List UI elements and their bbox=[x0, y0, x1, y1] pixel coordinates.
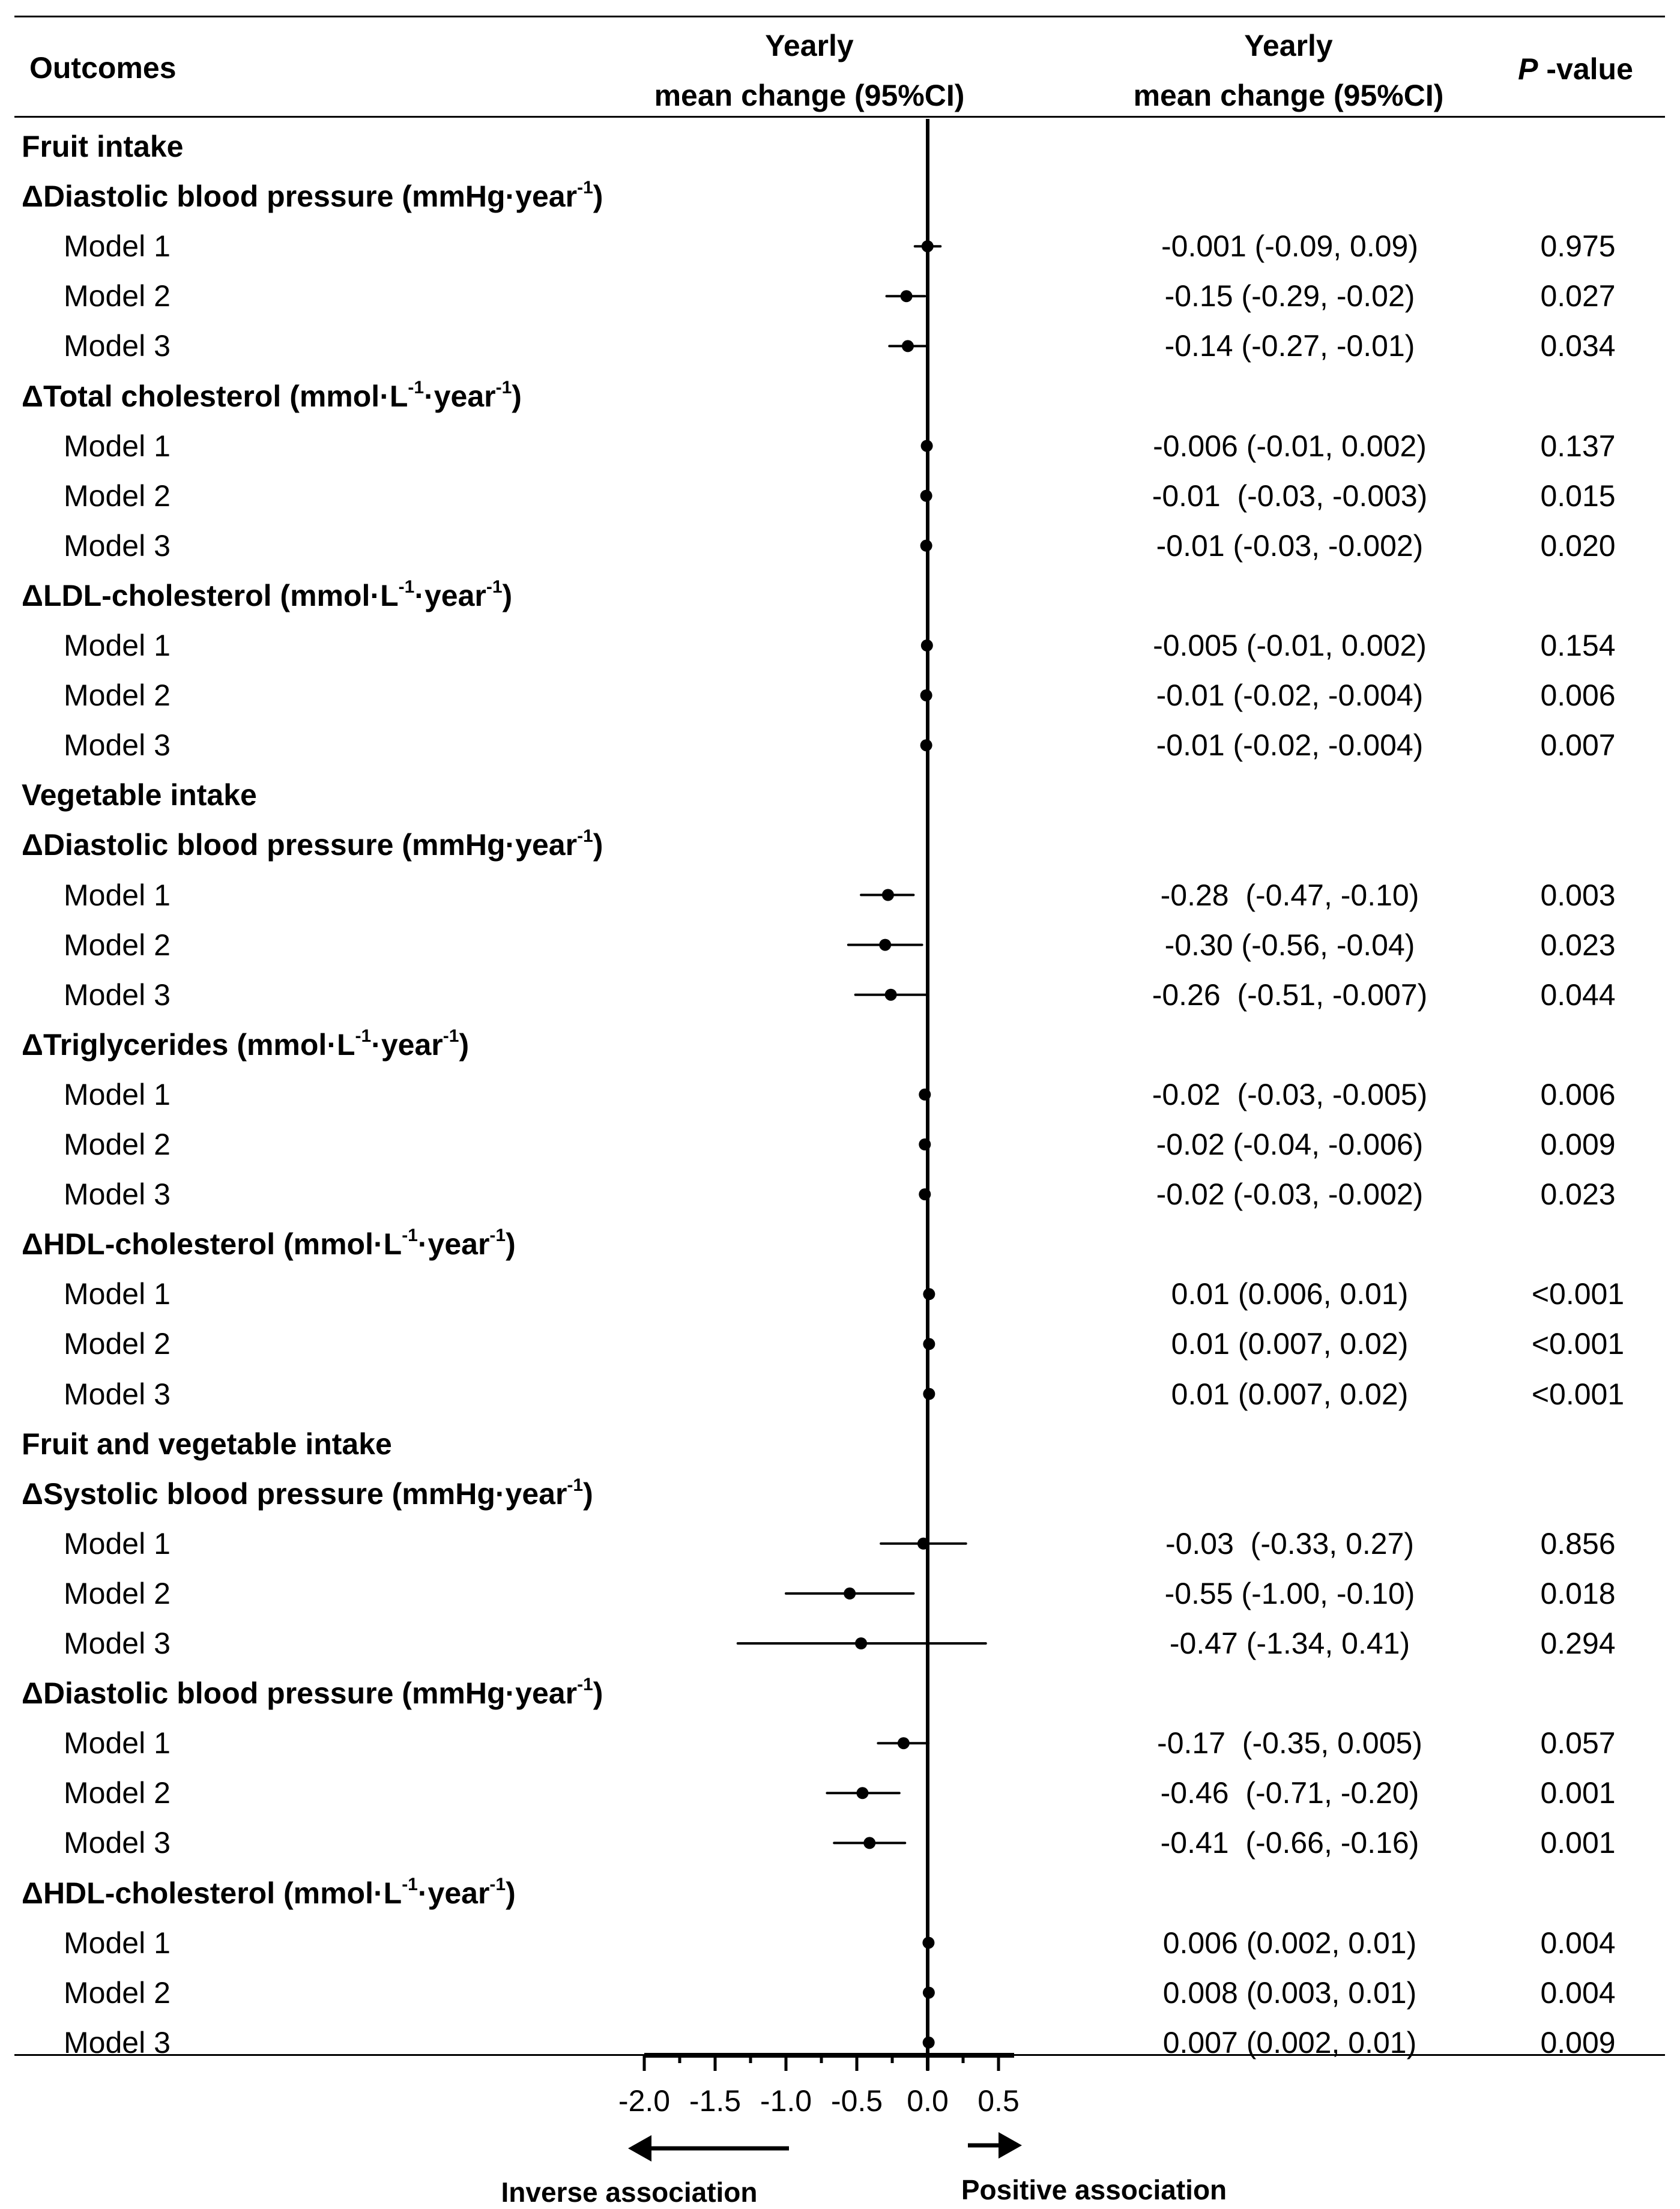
p-value-text: 0.020 bbox=[1540, 528, 1616, 563]
unit-superscript: -1 bbox=[398, 576, 415, 597]
point-estimate-dot bbox=[863, 1837, 875, 1849]
group-heading: Fruit and vegetable intake bbox=[22, 1427, 392, 1461]
unit-tail: ) bbox=[506, 1876, 516, 1910]
estimate-ci-text: -0.03 (-0.33, 0.27) bbox=[1165, 1526, 1415, 1561]
estimate-ci-text: -0.30 (-0.56, -0.04) bbox=[1164, 928, 1415, 962]
estimate-ci-text: -0.41 (-0.66, -0.16) bbox=[1160, 1826, 1419, 1860]
unit-mid: ·year bbox=[371, 1027, 443, 1062]
header-outcomes: Outcomes bbox=[29, 51, 177, 85]
positive-association-label: Positive association bbox=[961, 2174, 1227, 2205]
point-estimate-dot bbox=[856, 1787, 868, 1799]
header-estimate-line2: mean change (95%CI) bbox=[1133, 79, 1444, 112]
unit-tail: ) bbox=[512, 379, 522, 413]
p-value-text: <0.001 bbox=[1531, 1327, 1625, 1361]
unit-superscript: -1 bbox=[402, 1225, 418, 1246]
estimate-ci-text: 0.006 (0.002, 0.01) bbox=[1162, 1926, 1417, 1960]
estimate-ci-text: -0.46 (-0.71, -0.20) bbox=[1160, 1776, 1419, 1810]
header-estimate-line1: Yearly bbox=[1244, 29, 1333, 62]
model-label: Model 2 bbox=[64, 1776, 171, 1810]
p-value-text: 0.009 bbox=[1540, 1128, 1616, 1161]
outcome-label: ΔSystolic blood pressure (mmHg·year bbox=[22, 1476, 567, 1511]
model-label: Model 3 bbox=[64, 1826, 171, 1860]
forest-marker bbox=[878, 1737, 928, 1749]
estimate-ci-text: -0.15 (-0.29, -0.02) bbox=[1164, 279, 1415, 313]
model-label: Model 2 bbox=[64, 1576, 171, 1610]
p-value-text: 0.004 bbox=[1540, 1975, 1616, 2010]
model-label: Model 2 bbox=[64, 1128, 171, 1161]
inverse-association-label: Inverse association bbox=[501, 2177, 758, 2208]
model-label: Model 2 bbox=[64, 928, 171, 962]
estimate-ci-text: 0.008 (0.003, 0.01) bbox=[1162, 1975, 1417, 2010]
group-heading: Fruit intake bbox=[22, 130, 184, 163]
p-value-text: 0.027 bbox=[1540, 279, 1616, 313]
model-label: Model 2 bbox=[64, 678, 171, 713]
forest-marker bbox=[889, 340, 926, 352]
model-label: Model 1 bbox=[64, 1726, 171, 1760]
p-value-text: 0.154 bbox=[1540, 629, 1616, 662]
estimate-ci-text: -0.55 (-1.00, -0.10) bbox=[1164, 1576, 1415, 1610]
header-plot-line2: mean change (95%CI) bbox=[654, 79, 965, 112]
x-tick-label: 0.5 bbox=[977, 2084, 1020, 2118]
unit-superscript: -1 bbox=[486, 576, 503, 597]
unit-tail: ) bbox=[583, 1476, 593, 1511]
x-tick-label: -2.0 bbox=[618, 2084, 671, 2118]
forest-marker bbox=[887, 290, 925, 302]
model-label: Model 3 bbox=[64, 978, 171, 1012]
point-estimate-dot bbox=[901, 290, 913, 302]
unit-superscript: -1 bbox=[577, 178, 593, 198]
estimate-ci-text: 0.01 (0.006, 0.01) bbox=[1171, 1277, 1409, 1311]
estimate-ci-text: -0.001 (-0.09, 0.09) bbox=[1161, 229, 1419, 264]
model-label: Model 3 bbox=[64, 528, 171, 563]
unit-superscript: -1 bbox=[567, 1475, 584, 1495]
header-p-rest: -value bbox=[1538, 52, 1633, 86]
point-estimate-dot bbox=[879, 939, 891, 951]
unit-superscript: -1 bbox=[577, 826, 593, 847]
model-label: Model 1 bbox=[64, 1526, 171, 1561]
unit-superscript: -1 bbox=[355, 1026, 372, 1046]
model-label: Model 3 bbox=[64, 2025, 171, 2059]
unit-superscript: -1 bbox=[577, 1675, 593, 1695]
estimate-ci-text: 0.01 (0.007, 0.02) bbox=[1171, 1327, 1409, 1361]
estimate-ci-text: -0.02 (-0.03, -0.002) bbox=[1156, 1177, 1424, 1212]
p-value-text: 0.007 bbox=[1540, 728, 1616, 763]
forest-marker bbox=[834, 1837, 905, 1849]
p-value-text: 0.009 bbox=[1540, 2025, 1616, 2059]
unit-superscript: -1 bbox=[489, 1874, 506, 1894]
p-value-text: <0.001 bbox=[1531, 1377, 1625, 1411]
estimate-ci-text: -0.006 (-0.01, 0.002) bbox=[1153, 429, 1427, 463]
model-label: Model 1 bbox=[64, 1277, 171, 1311]
inverse-arrow-icon bbox=[628, 2135, 789, 2162]
forest-marker bbox=[861, 889, 913, 901]
p-value-text: 0.856 bbox=[1540, 1526, 1616, 1561]
outcome-label: ΔDiastolic blood pressure (mmHg·year bbox=[22, 180, 578, 214]
p-value-text: 0.001 bbox=[1540, 1826, 1616, 1860]
p-value-text: 0.003 bbox=[1540, 878, 1616, 912]
estimate-ci-text: 0.007 (0.002, 0.01) bbox=[1162, 2025, 1417, 2059]
p-value-text: 0.018 bbox=[1540, 1576, 1616, 1610]
p-value-text: 0.015 bbox=[1540, 479, 1616, 513]
p-value-text: 0.137 bbox=[1540, 429, 1616, 463]
unit-mid: ·year bbox=[417, 1227, 490, 1262]
forest-marker bbox=[848, 939, 922, 951]
model-label: Model 2 bbox=[64, 1327, 171, 1361]
unit-superscript: -1 bbox=[408, 377, 425, 397]
unit-superscript: -1 bbox=[495, 377, 512, 397]
point-estimate-dot bbox=[885, 989, 897, 1001]
p-value-text: 0.023 bbox=[1540, 1177, 1616, 1212]
x-tick-label: -1.0 bbox=[760, 2084, 812, 2118]
outcome-label: ΔDiastolic blood pressure (mmHg·year bbox=[22, 1676, 578, 1711]
p-value-text: <0.001 bbox=[1531, 1277, 1625, 1311]
model-label: Model 3 bbox=[64, 728, 171, 763]
forest-marker bbox=[881, 1538, 966, 1550]
outcome-label: ΔHDL-cholesterol (mmol·L bbox=[22, 1876, 402, 1910]
outcome-label: ΔDiastolic blood pressure (mmHg·year bbox=[22, 828, 578, 862]
estimate-ci-text: -0.17 (-0.35, 0.005) bbox=[1157, 1726, 1422, 1760]
group-heading: Vegetable intake bbox=[22, 778, 257, 812]
unit-superscript: -1 bbox=[489, 1225, 506, 1246]
model-label: Model 3 bbox=[64, 1377, 171, 1411]
forest-marker bbox=[856, 989, 927, 1001]
p-value-text: 0.006 bbox=[1540, 678, 1616, 713]
model-label: Model 1 bbox=[64, 878, 171, 912]
model-label: Model 3 bbox=[64, 329, 171, 363]
outcome-label: ΔTotal cholesterol (mmol·L bbox=[22, 379, 408, 413]
estimate-ci-text: -0.02 (-0.04, -0.006) bbox=[1156, 1128, 1424, 1161]
unit-superscript: -1 bbox=[402, 1874, 418, 1894]
forest-marker bbox=[786, 1588, 913, 1600]
forest-marker bbox=[827, 1787, 899, 1799]
unit-mid: ·year bbox=[424, 379, 496, 413]
model-label: Model 3 bbox=[64, 1627, 171, 1660]
point-estimate-dot bbox=[844, 1588, 856, 1600]
model-label: Model 1 bbox=[64, 629, 171, 662]
point-estimate-dot bbox=[855, 1637, 867, 1649]
p-value-text: 0.034 bbox=[1540, 329, 1616, 363]
point-estimate-dot bbox=[902, 340, 914, 352]
model-label: Model 1 bbox=[64, 429, 171, 463]
estimate-ci-text: -0.005 (-0.01, 0.002) bbox=[1153, 629, 1427, 662]
model-label: Model 2 bbox=[64, 279, 171, 313]
p-value-text: 0.023 bbox=[1540, 928, 1616, 962]
model-label: Model 2 bbox=[64, 1975, 171, 2010]
estimate-ci-text: -0.01 (-0.03, -0.003) bbox=[1152, 479, 1428, 513]
outcome-label: ΔLDL-cholesterol (mmol·L bbox=[22, 578, 399, 612]
estimate-ci-text: -0.01 (-0.02, -0.004) bbox=[1156, 728, 1424, 763]
unit-tail: ) bbox=[593, 180, 603, 214]
x-tick-label: -0.5 bbox=[830, 2084, 883, 2118]
model-label: Model 3 bbox=[64, 1177, 171, 1212]
header-p-italic: P bbox=[1518, 52, 1538, 86]
estimate-ci-text: -0.01 (-0.02, -0.004) bbox=[1156, 678, 1424, 713]
p-value-text: 0.975 bbox=[1540, 229, 1616, 264]
outcome-label: ΔHDL-cholesterol (mmol·L bbox=[22, 1227, 402, 1262]
p-value-text: 0.006 bbox=[1540, 1077, 1616, 1111]
unit-tail: ) bbox=[593, 1676, 603, 1711]
estimate-ci-text: -0.01 (-0.03, -0.002) bbox=[1156, 528, 1424, 563]
point-estimate-dot bbox=[882, 889, 894, 901]
x-tick-label: -1.5 bbox=[689, 2084, 742, 2118]
unit-tail: ) bbox=[593, 828, 603, 862]
model-label: Model 1 bbox=[64, 1077, 171, 1111]
p-value-text: 0.294 bbox=[1540, 1627, 1616, 1660]
model-label: Model 1 bbox=[64, 229, 171, 264]
x-tick-label: 0.0 bbox=[907, 2084, 949, 2118]
unit-mid: ·year bbox=[414, 578, 486, 612]
unit-superscript: -1 bbox=[443, 1026, 459, 1046]
estimate-ci-text: -0.14 (-0.27, -0.01) bbox=[1164, 329, 1415, 363]
outcome-label: ΔTriglycerides (mmol·L bbox=[22, 1027, 355, 1062]
point-estimate-dot bbox=[898, 1737, 910, 1749]
unit-tail: ) bbox=[502, 578, 513, 612]
p-value-text: 0.001 bbox=[1540, 1776, 1616, 1810]
unit-mid: ·year bbox=[417, 1876, 490, 1910]
model-label: Model 1 bbox=[64, 1926, 171, 1960]
forest-marker bbox=[738, 1637, 986, 1649]
model-label: Model 2 bbox=[64, 479, 171, 513]
positive-arrow-icon bbox=[968, 2132, 1022, 2159]
estimate-ci-text: -0.28 (-0.47, -0.10) bbox=[1160, 878, 1419, 912]
estimate-ci-text: -0.47 (-1.34, 0.41) bbox=[1169, 1627, 1410, 1660]
estimate-ci-text: 0.01 (0.007, 0.02) bbox=[1171, 1377, 1409, 1411]
unit-tail: ) bbox=[459, 1027, 470, 1062]
estimate-ci-text: -0.02 (-0.03, -0.005) bbox=[1152, 1077, 1428, 1111]
p-value-text: 0.057 bbox=[1540, 1726, 1616, 1760]
p-value-text: 0.004 bbox=[1540, 1926, 1616, 1960]
unit-tail: ) bbox=[506, 1227, 516, 1262]
estimate-ci-text: -0.26 (-0.51, -0.007) bbox=[1152, 978, 1428, 1012]
p-value-text: 0.044 bbox=[1540, 978, 1616, 1012]
header-plot-line1: Yearly bbox=[765, 29, 854, 62]
